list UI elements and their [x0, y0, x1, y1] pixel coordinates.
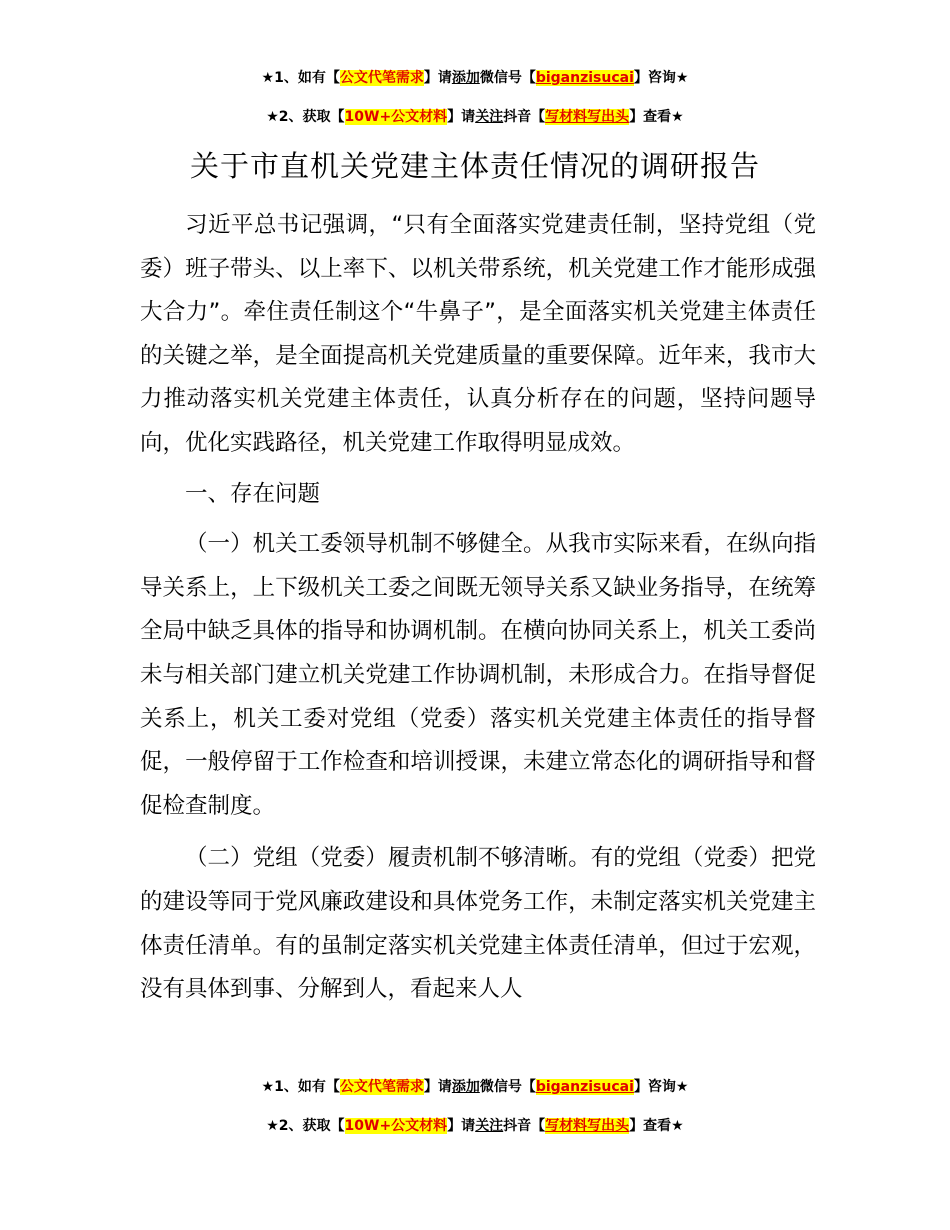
paragraph-problem-1: （一）机关工委领导机制不够健全。从我市实际来看，在纵向指导关系上，上下级机关工委之间既无领导关系又缺业务指导，在统筹全局中缺乏具体的指导和协调机制。在横向协同关系上，机关工委尚未与相关部门建立机关党建工作协调机制，未形成合力。在指导督促关系上，机关工委对党组（党委）落实机关党建主体责任的指导督促，一般停留于工作检查和培训授课，未建立常态化的调研指导和督促检查制度。 [140, 531, 816, 819]
banner-wechat-id: biganzisucai [535, 1079, 634, 1095]
bottom-banner-line-1 [0, 1077, 950, 1097]
banner-text: 抖音【 [503, 109, 546, 125]
banner-douyin-id: 写材料写出头 [545, 109, 630, 125]
paragraph-intro: 习近平总书记强调，“只有全面落实党建责任制，坚持党组（党委）班子带头、以上率下、以机关带系统，机关党建工作才能形成强大合力”。牵住责任制这个“牛鼻子”，是全面落实机关党建主体责任的关键之举，是全面提高机关党建质量的重要保障。近年来，我市大力推动落实机关党建主体责任，认真分析存在的问题，坚持问题导向，优化实践路径，机关党建工作取得明显成效。 [140, 212, 816, 456]
banner-text: 】请 [423, 1079, 452, 1095]
banner-highlight: 10W+公文材料 [344, 109, 448, 125]
banner-text: 】请 [423, 70, 452, 86]
banner-text: ★2、获取【 [266, 109, 345, 125]
banner-highlight: 10W+公文材料 [344, 1118, 448, 1134]
banner-underlined: 添加 [451, 1079, 480, 1095]
paragraph-problem-2: （二）党组（党委）履责机制不够清晰。有的党组（党委）把党的建设等同于党风廉政建设和具体党务工作，未制定落实机关党建主体责任清单。有的虽制定落实机关党建主体责任清单，但过于宏观，没有具体到事、分解到人，看起来人人 [140, 845, 816, 1003]
document-title: 关于市直机关党建主体责任情况的调研报告 [189, 149, 760, 183]
banner-underlined: 关注 [475, 1118, 504, 1134]
banner-highlight: 公文代笔需求 [339, 1079, 424, 1095]
banner-text: ★1、如有【 [261, 70, 340, 86]
banner-text: ★1、如有【 [261, 1079, 340, 1095]
top-banner-line-2 [0, 107, 950, 127]
banner-text: 】查看★ [629, 109, 684, 125]
banner-highlight: 公文代笔需求 [339, 70, 424, 86]
banner-text: 】查看★ [629, 1118, 684, 1134]
banner-text: ★2、获取【 [266, 1118, 345, 1134]
banner-text: 抖音【 [503, 1118, 546, 1134]
banner-text: 微信号【 [479, 1079, 536, 1095]
banner-text: 】咨询★ [633, 1079, 689, 1095]
banner-douyin-id: 写材料写出头 [545, 1118, 630, 1134]
banner-wechat-id: biganzisucai [535, 70, 634, 86]
top-banner-line-1 [0, 68, 950, 88]
banner-text: 】咨询★ [633, 70, 689, 86]
bottom-banner-line-2 [0, 1116, 950, 1136]
document-body [140, 204, 816, 1012]
banner-underlined: 关注 [475, 109, 504, 125]
banner-text: 】请 [447, 109, 476, 125]
banner-text: 】请 [447, 1118, 476, 1134]
banner-underlined: 添加 [451, 70, 480, 86]
section-heading: 一、存在问题 [185, 480, 321, 507]
banner-text: 微信号【 [479, 70, 536, 86]
